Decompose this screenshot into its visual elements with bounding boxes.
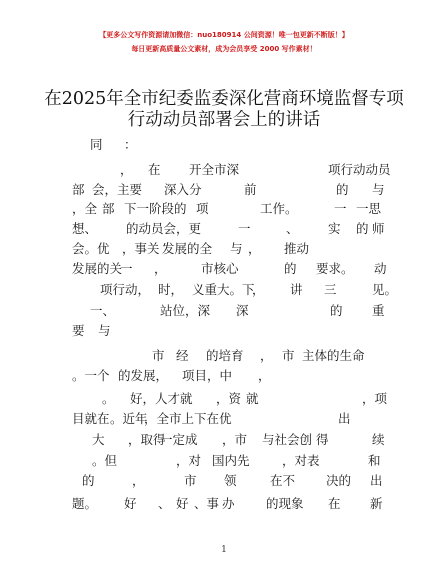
body-text-segment: 发展的关	[72, 261, 123, 276]
body-text-segment: 、	[286, 221, 299, 236]
body-line	[72, 239, 382, 259]
body-text-segment: 站位，深	[160, 303, 211, 318]
body-text-segment: ，对	[176, 453, 202, 468]
body-text-segment: ，事关	[122, 241, 160, 256]
body-text-segment: 前	[244, 182, 257, 197]
body-text-segment: 。近年	[110, 411, 148, 426]
body-text-segment: ，	[252, 282, 265, 297]
body-text-segment: 、	[158, 496, 171, 511]
body-text-segment: ，资	[216, 391, 242, 406]
body-text-segment: 领	[224, 473, 237, 488]
body-text-segment: 项行动动员	[328, 162, 391, 177]
document-title-line-2: 行动动员部署会上的讲话	[127, 110, 321, 130]
body-text-segment: 。	[102, 391, 115, 406]
body-text-segment: 一	[334, 201, 347, 216]
body-text-segment: 在不	[270, 473, 296, 488]
body-text-segment: 主体的生命	[302, 348, 365, 363]
promo-banner-line-1[interactable]: 【更多公文写作资源请加微信：nuo180914 公间资源！唯一包更新不断版！】	[99, 31, 349, 39]
body-line	[72, 301, 385, 321]
body-line	[72, 389, 388, 409]
body-text-segment: 重	[372, 303, 385, 318]
body-line	[72, 180, 385, 200]
body-line	[72, 451, 382, 471]
body-text-segment: 与	[230, 241, 243, 256]
body-text-segment: 一	[120, 261, 133, 276]
body-text-segment: 的培育	[206, 348, 244, 363]
body-text-segment: 讲	[290, 282, 303, 297]
body-text-segment: 深入分	[164, 182, 202, 197]
body-text-segment: 义重大。下	[192, 282, 255, 297]
body-text-segment: 市	[282, 348, 295, 363]
body-line	[72, 409, 382, 429]
promo-banner-line-2[interactable]: 每日更新高质量公文素材，成为会员享受 2000 写作素材！	[131, 45, 317, 53]
body-text-segment: 在	[328, 496, 341, 511]
body-text-segment: 在	[148, 162, 161, 177]
body-line	[72, 199, 382, 219]
body-text-segment: ，项	[362, 391, 388, 406]
body-text-segment: 决的	[326, 473, 352, 488]
body-text-segment: ，全	[72, 201, 98, 216]
body-line	[72, 366, 382, 386]
body-text-segment: 与	[98, 323, 111, 338]
body-text-segment: 的	[82, 473, 95, 488]
body-text-segment: 开全市深	[189, 162, 240, 177]
body-text-segment: 出	[370, 473, 383, 488]
body-text-segment: 、事	[194, 496, 220, 511]
body-text-segment: ，	[132, 473, 145, 488]
body-text-segment: 推动	[284, 241, 310, 256]
body-text-segment: 发展的全	[162, 241, 213, 256]
body-text-segment: 续	[372, 432, 385, 447]
body-text-segment: 会。优	[72, 241, 110, 256]
body-text-segment: 出	[338, 411, 351, 426]
body-line	[72, 471, 382, 491]
body-text-segment: 与	[372, 182, 385, 197]
body-text-segment: 经	[176, 348, 189, 363]
body-text-segment: 的	[284, 261, 297, 276]
body-text-segment: 会，主要	[92, 182, 143, 197]
body-text-segment: 同	[90, 137, 103, 152]
body-text-segment: 要	[72, 323, 85, 338]
body-text-segment: 工作。	[260, 201, 298, 216]
body-text-segment: 市核心	[201, 261, 239, 276]
body-text-segment: 的	[330, 303, 343, 318]
body-text-segment: 得	[316, 432, 329, 447]
body-text-segment: ，	[248, 241, 261, 256]
body-text-segment: ，	[260, 348, 273, 363]
body-text-segment: 一思	[356, 201, 382, 216]
body-text-segment: 动	[374, 261, 387, 276]
body-text-segment: 实	[328, 221, 341, 236]
body-line	[72, 219, 385, 239]
body-text-segment: 办	[222, 496, 235, 511]
body-text-segment: 一定成	[160, 432, 198, 447]
body-text-segment: 好	[176, 496, 189, 511]
body-text-segment: 一、	[90, 303, 116, 318]
body-text-segment: ，	[120, 162, 133, 177]
body-line	[72, 160, 391, 180]
body-text-segment: 的动员会，更	[126, 221, 202, 236]
body-text-segment: 好，人才就	[130, 391, 193, 406]
body-text-segment: 下一阶段的	[124, 201, 187, 216]
body-text-segment: 。一个	[72, 368, 110, 383]
body-text-segment: 深	[236, 303, 249, 318]
body-text-segment: 就	[246, 391, 259, 406]
body-text-segment: 市	[184, 473, 197, 488]
body-text-segment: ，全市上下在优	[144, 411, 232, 426]
body-text-segment: 国内先	[212, 453, 250, 468]
body-text-segment: 三	[324, 282, 337, 297]
body-text-segment: ，取得	[128, 432, 166, 447]
body-text-segment: 一	[238, 221, 251, 236]
body-text-segment: ，市	[222, 432, 248, 447]
body-line	[72, 321, 382, 341]
body-text-segment: 市	[152, 348, 165, 363]
body-text-segment: 目就在	[72, 411, 110, 426]
body-text-segment: ，对表	[282, 453, 320, 468]
body-text-segment: 项	[196, 201, 209, 216]
document-title-line-1: 在2025年全市纪委监委深化营商环境监督专项	[44, 89, 404, 109]
body-text-segment: 好	[124, 496, 137, 511]
body-text-segment: 项目，中	[182, 368, 233, 383]
body-text-segment: 的现象	[266, 496, 304, 511]
body-text-segment: 大	[92, 432, 105, 447]
body-text-segment: 题。	[72, 496, 98, 511]
body-line	[72, 346, 382, 366]
body-line	[72, 259, 387, 279]
body-text-segment: 的	[336, 182, 349, 197]
body-text-segment: 的发展，	[118, 368, 169, 383]
body-text-segment: 和	[368, 453, 381, 468]
page-number: 1	[221, 545, 227, 555]
body-text-segment: ：	[124, 137, 137, 152]
body-text-segment: 时，	[158, 282, 184, 297]
body-text-segment: 想、	[72, 221, 98, 236]
body-text-segment: ，	[258, 368, 271, 383]
body-text-segment: 部	[102, 201, 115, 216]
body-text-segment: 与社会创	[262, 432, 313, 447]
body-text-segment: 见。	[372, 282, 398, 297]
body-text-segment: 项行动，	[100, 282, 151, 297]
body-text-segment: 师	[372, 221, 385, 236]
body-text-segment: 部	[72, 182, 85, 197]
body-text-segment: 。但	[92, 453, 118, 468]
body-text-segment: ，	[154, 261, 167, 276]
body-line	[72, 280, 398, 300]
body-text-segment: 的	[356, 221, 369, 236]
body-line	[72, 430, 385, 450]
body-text-segment: 新	[370, 496, 383, 511]
body-line	[72, 494, 382, 514]
body-line	[72, 135, 382, 155]
body-text-segment: 要求。	[316, 261, 354, 276]
